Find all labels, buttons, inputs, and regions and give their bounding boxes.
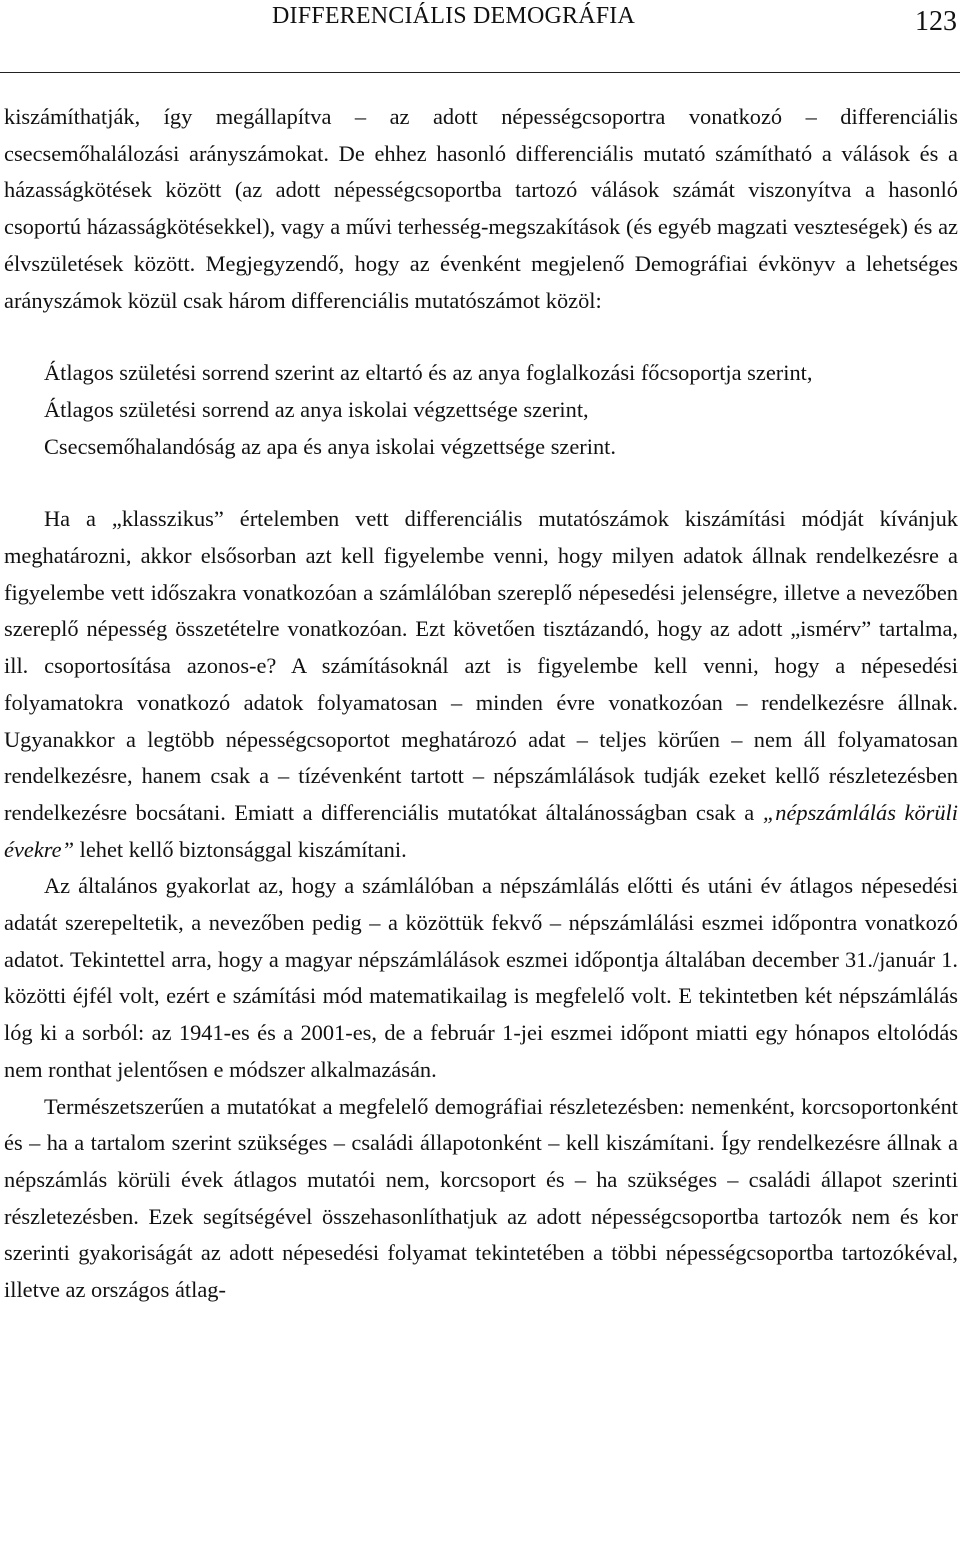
page-number: 123 [915,6,957,37]
paragraph-3: Az általános gyakorlat az, hogy a számlálóban a népszámlálás előtti és utáni év átlagos népesedési adatát szerepeltetik, a nevezőben pedig – a közöttük fekvő – népszámlálási eszmei időpontra vonatkozó adatot. Tekintettel arra, hogy a magyar népszámlálások eszmei időpontja általában december 31./január 1. közötti éjfél volt, ezért e számítási mód matematikailag is megfelelő volt. E tekintetben két népszámlálás lóg ki a sorból: az 1941-es és a 2001-es, de a február 1-jei eszmei időpont miatti egy hónapos eltolódás nem ronthat jelentősen e módszer alkalmazásán. [4,873,958,1082]
paragraph-2-text-b: lehet kellő biztonsággal kiszámítani. [74,836,407,862]
list-item: Átlagos születési sorrend szerint az eltartó és az anya foglalkozási főcsoportja szerint, [44,360,813,386]
paragraph-2 [4,501,958,868]
paragraph-1: kiszámíthatják, így megállapítva – az adott népességcsoportra vonatkozó – differenciális csecsemőhalálozási arányszámokat. De ehhez hasonló differenciális mutató számítható a válások és a házasságkötések között (az adott népességcsoportba tartozó válások számát viszonyítva a hasonló csoportú házasságkötésekkel), vagy a művi terhesség-megszakítások (és egyéb magzati veszteségek) és az élvszületések között. Megjegyzendő, hogy az évenként megjelenő Demográfiai évkönyv a lehetséges arányszámok közül csak három differenciális mutatószámot közöl: [4,104,958,313]
body-text [4,99,958,1309]
list-item: Átlagos születési sorrend az anya iskolai végzettsége szerint, [44,396,589,422]
indicator-list [4,355,958,465]
page-header [0,0,960,73]
list-item: Csecsemőhalandóság az apa és anya iskolai végzettsége szerint. [44,433,616,459]
running-title: DIFFERENCIÁLIS DEMOGRÁFIA [272,3,636,29]
paragraph-4: Természetszerűen a mutatókat a megfelelő demográfiai részletezésben: nemenként, korcsoportonként és – ha a tartalom szerint szükséges – családi állapotonként – kell kiszámítani. Így rendelkezésre állnak a népszámlás körüli évek átlagos mutatói nem, korcsoport és – ha szükséges – családi állapot szerinti részletezésben. Ezek segítségével összehasonlíthatjuk az adott népességcsoportba tartozók nem és kor szerinti gyakoriságát az adott népesedési folyamat tekintetében a többi népességcsoportba tartozókéval, illetve az országos átlag- [4,1093,958,1303]
paragraph-2-italic: „népszámlálás körüli évekre” [4,799,958,862]
paragraph-2-text-a: Ha a „klasszikus” értelemben vett differenciális mutatószámok kiszámítási módját kívánjuk meghatározni, akkor elsősorban azt kell figyelembe venni, hogy milyen adatok állnak rendelkezésre a figyelembe vett időszakra vonatkozóan a számlálóban szereplő népesedési jelenségre, illetve a nevezőben szereplő népesség összetételre vonatkozóan. Ezt követően tisztázandó, hogy az adott „ismérv” tartalma, ill. csoportosítása azonos-e? A számításoknál azt is figyelembe kell venni, hogy a népesedési folyamatokra vonatkozó adatok folyamatosan – minden évre vonatkozóan – rendelkezésre állnak. Ugyanakkor a legtöbb népességcsoportot meghatározó adat – teljes körűen – nem áll folyamatosan rendelkezésre, hanem csak a – tízévenként tartott – népszámlálások tudják ezeket kellő részletezésben rendelkezésre bocsátani. Emiatt a differenciális mutatókat általánosságban csak a [4,506,958,825]
